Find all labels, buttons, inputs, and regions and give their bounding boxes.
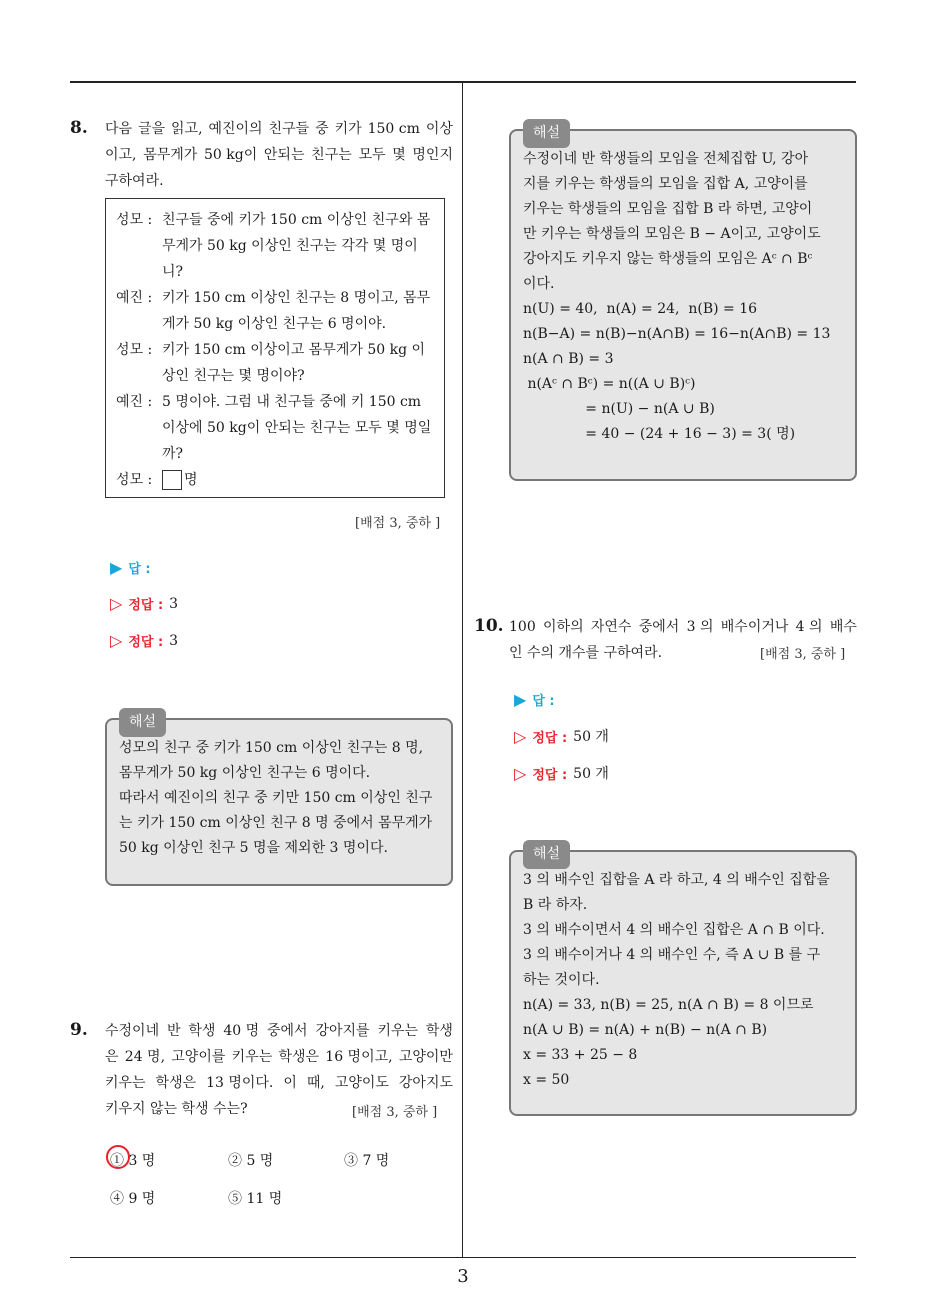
question-line (105, 1070, 453, 1096)
question-word: 중 (315, 121, 329, 137)
question-word: 인 수의 개수를 구하여라. (509, 645, 663, 661)
solution-line: 3 의 배수이거나 4 의 배수인 수, 즉 A ∪ B 를 구 (523, 947, 821, 963)
choice-2[interactable]: ② 5 명 (228, 1153, 274, 1169)
question-line (105, 116, 453, 142)
question-word: 몸무게가 (143, 147, 198, 163)
solution-line: 지를 키우는 학생들의 모임을 집합 A, 고양이를 (523, 176, 808, 192)
dialog-text: 키가 150 cm 이상인 친구는 8 명이고, 몸무게가 50 kg 이상인 친구는 6 명이야. (162, 290, 431, 332)
question-word: 키우는 (377, 1023, 419, 1039)
question-word: 안되는 (263, 147, 305, 163)
question-word: 16 명이고, (325, 1049, 393, 1065)
solution-line: 강아지도 키우지 않는 학생들의 모임은 Aᶜ ∩ Bᶜ (523, 251, 813, 267)
question-word: 중에서 (267, 1023, 308, 1039)
choice-5[interactable]: ⑤ 11 명 (228, 1191, 283, 1207)
question-8-correct-row-1 (110, 594, 178, 613)
correct-value: 50 개 (573, 766, 609, 782)
solution-line: 하는 것이다. (523, 972, 600, 988)
question-word: 이하의 (543, 619, 584, 635)
solution-line: 키우는 학생들의 모임을 집합 B 라 하면, 고양이 (523, 201, 813, 217)
question-word: 학생 (425, 1023, 453, 1039)
correct-value: 3 (169, 595, 179, 612)
question-9-number: 9. (70, 1020, 88, 1040)
dialog-text: 친구들 중에 키가 150 cm 이상인 친구와 몸무게가 50 kg 이상인 친구는 각각 몇 명이니? (162, 212, 431, 280)
correct-label: 정답 : (128, 598, 164, 613)
choice-1[interactable]: ① 3 명 (110, 1150, 155, 1170)
triangle-outline-icon: ▷ (110, 631, 123, 650)
question-10-number: 10. (474, 616, 504, 636)
dialog-line (116, 337, 434, 389)
page-number: 3 (457, 1266, 469, 1287)
correct-label: 정답 : (532, 767, 568, 783)
column-divider (462, 82, 463, 1258)
question-word: 중에서 (638, 619, 680, 635)
question-word: 24 명, (124, 1049, 166, 1065)
question-word: 친구는 (311, 147, 352, 163)
question-word: 이고, (105, 147, 137, 163)
solution-line: n(U) = 40, n(A) = 24, n(B) = 16 (523, 301, 758, 317)
question-word: 배수이거나 (720, 619, 789, 635)
question-8-correct-row-2 (110, 631, 178, 650)
solution-line: 성모의 친구 중 키가 150 cm 이상인 친구는 8 명, (119, 740, 424, 756)
solution-line: 이다. (523, 276, 555, 292)
dialog-line (116, 285, 434, 337)
solution-line: n(B−A) = n(B)−n(A∩B) = 16−n(A∩B) = 13 (523, 326, 831, 342)
question-10-answer-row (514, 690, 555, 709)
correct-label: 정답 : (532, 730, 568, 746)
triangle-outline-icon: ▷ (110, 594, 123, 613)
question-word: 13 명이다. (206, 1075, 274, 1091)
question-10-score: [배점 3, 중하 ] (760, 647, 846, 662)
question-8-number: 8. (70, 118, 88, 138)
dialog-text: 키가 150 cm 이상이고 몸무게가 50 kg 이상인 친구는 몇 명이야? (162, 342, 426, 384)
dialog-line (116, 207, 434, 285)
question-line (105, 168, 453, 194)
question-word: 키가 (334, 121, 362, 137)
question-word: 50 kg이 (203, 147, 258, 163)
question-word: 키우는 (231, 1049, 273, 1065)
question-word: 150 cm (367, 121, 420, 137)
answer-label: 답 : (128, 562, 151, 577)
solution-line: 3 의 배수이면서 4 의 배수인 집합은 A ∩ B 이다. (523, 922, 825, 938)
question-word: 은 (105, 1049, 119, 1065)
solution-line: 수정이네 반 학생들의 모임을 전체집합 U, 강아 (523, 151, 809, 167)
selected-circle-mark (106, 1145, 130, 1169)
dialog-line (116, 389, 434, 467)
solution-line: 는 키가 150 cm 이상인 친구 8 명 중에서 몸무게가 (119, 815, 433, 831)
question-word: 키우지 않는 학생 수는? (105, 1101, 248, 1117)
question-line (105, 142, 453, 168)
bottom-rule (70, 1257, 856, 1258)
dialog-speaker: 성모 : (116, 212, 153, 228)
question-word: 친구들 (268, 121, 310, 137)
solution-line: 만 키우는 학생들의 모임은 B − A이고, 고양이도 (523, 226, 821, 242)
dialog-speaker: 예진 : (116, 290, 153, 306)
question-word: 모두 (358, 147, 386, 163)
question-8-solution-box (105, 714, 453, 886)
triangle-outline-icon: ▷ (514, 763, 527, 783)
solution-line: = n(U) − n(A ∪ B) (523, 401, 715, 417)
question-word: 40 명 (223, 1023, 260, 1039)
solution-tag: 해설 (523, 840, 570, 869)
triangle-outline-icon: ▷ (514, 726, 527, 746)
question-8-dialog-box (105, 198, 445, 498)
answer-blank-box (162, 470, 182, 490)
question-8-answer-row (110, 558, 151, 577)
question-word: 수정이네 (105, 1023, 160, 1039)
solution-tag: 해설 (119, 708, 166, 737)
question-word: 고양이를 (171, 1049, 226, 1065)
solution-line: B 라 하자. (523, 897, 588, 913)
correct-value: 3 (169, 632, 179, 649)
choice-4[interactable]: ④ 9 명 (110, 1191, 156, 1207)
question-word: 학생 (188, 1023, 216, 1039)
correct-value: 50 개 (573, 729, 609, 745)
solution-line: n(A) = 33, n(B) = 25, n(A ∩ B) = 8 이므로 (523, 997, 814, 1013)
play-arrow-icon: ▶ (514, 690, 527, 709)
question-word: 읽고, (171, 121, 203, 137)
question-9-solution-box (509, 125, 857, 481)
question-word: 배수 (829, 619, 857, 635)
question-10-correct-row-1 (514, 726, 609, 746)
question-word: 자연수 (590, 619, 632, 635)
solution-line: n(A ∩ B) = 3 (523, 351, 614, 367)
question-word: 반 (166, 1023, 181, 1039)
question-word: 4 의 (795, 619, 823, 635)
solution-line: = 40 − (24 + 16 − 3) = 3( 명) (523, 426, 796, 442)
question-word: 다음 (105, 121, 133, 137)
question-10-correct-row-2 (514, 763, 609, 783)
solution-text (523, 147, 843, 447)
dialog-line-answer (116, 467, 434, 493)
question-word: 학생은 (278, 1049, 320, 1065)
solution-line: 몸무게가 50 kg 이상인 친구는 6 명이다. (119, 765, 371, 781)
question-word: 고양이만 (398, 1049, 453, 1065)
question-9-score: [배점 3, 중하 ] (352, 1105, 438, 1120)
solution-text (119, 736, 439, 861)
question-word: 이 (283, 1075, 297, 1091)
question-word: 고양이도 (334, 1075, 389, 1091)
question-word: 예진이의 (208, 121, 263, 137)
question-word: 구하여라. (105, 173, 164, 189)
choice-3[interactable]: ③ 7 명 (344, 1153, 390, 1169)
question-word: 글을 (138, 121, 166, 137)
question-word: 이상 (425, 121, 453, 137)
question-word: 강아지를 (315, 1023, 370, 1039)
answer-label: 답 : (532, 694, 555, 709)
question-8-text (105, 116, 453, 194)
solution-line: 3 의 배수인 집합을 A 라 하고, 4 의 배수인 집합을 (523, 872, 830, 888)
question-word: 몇 (392, 147, 406, 163)
solution-line: x = 50 (523, 1072, 570, 1088)
solution-line: 50 kg 이상인 친구 5 명을 제외한 3 명이다. (119, 840, 388, 856)
top-rule (70, 81, 856, 83)
solution-line: n(Aᶜ ∩ Bᶜ) = n((A ∪ B)ᶜ) (523, 376, 696, 392)
solution-tag: 해설 (523, 119, 570, 148)
question-line (509, 614, 857, 640)
question-line (105, 1018, 453, 1044)
question-word: 키우는 (105, 1075, 146, 1091)
question-line (105, 1044, 453, 1070)
question-word: 3 의 (686, 619, 714, 635)
dialog-speaker: 예진 : (116, 394, 153, 410)
correct-label: 정답 : (128, 635, 164, 650)
dialog-text: 5 명이야. 그럼 내 친구들 중에 키 150 cm 이상에 50 kg이 안되는 친구는 모두 몇 명일까? (162, 394, 432, 462)
question-word: 명인지 (412, 147, 453, 163)
dialog-speaker: 성모 : (116, 472, 153, 488)
question-8-score: [배점 3, 중하 ] (355, 516, 441, 531)
question-word: 때, (306, 1075, 325, 1091)
solution-line: n(A ∪ B) = n(A) + n(B) − n(A ∩ B) (523, 1022, 768, 1038)
solution-line: 따라서 예진이의 친구 중 키만 150 cm 이상인 친구 (119, 790, 433, 806)
question-word: 100 (509, 619, 536, 635)
play-arrow-icon: ▶ (110, 558, 123, 577)
question-word: 학생은 (155, 1075, 197, 1091)
dialog-speaker: 성모 : (116, 342, 153, 358)
solution-line: x = 33 + 25 − 8 (523, 1047, 638, 1063)
question-10-solution-box (509, 846, 857, 1116)
blank-suffix: 명 (184, 472, 198, 488)
question-word: 강아지도 (398, 1075, 453, 1091)
solution-text (523, 868, 843, 1093)
